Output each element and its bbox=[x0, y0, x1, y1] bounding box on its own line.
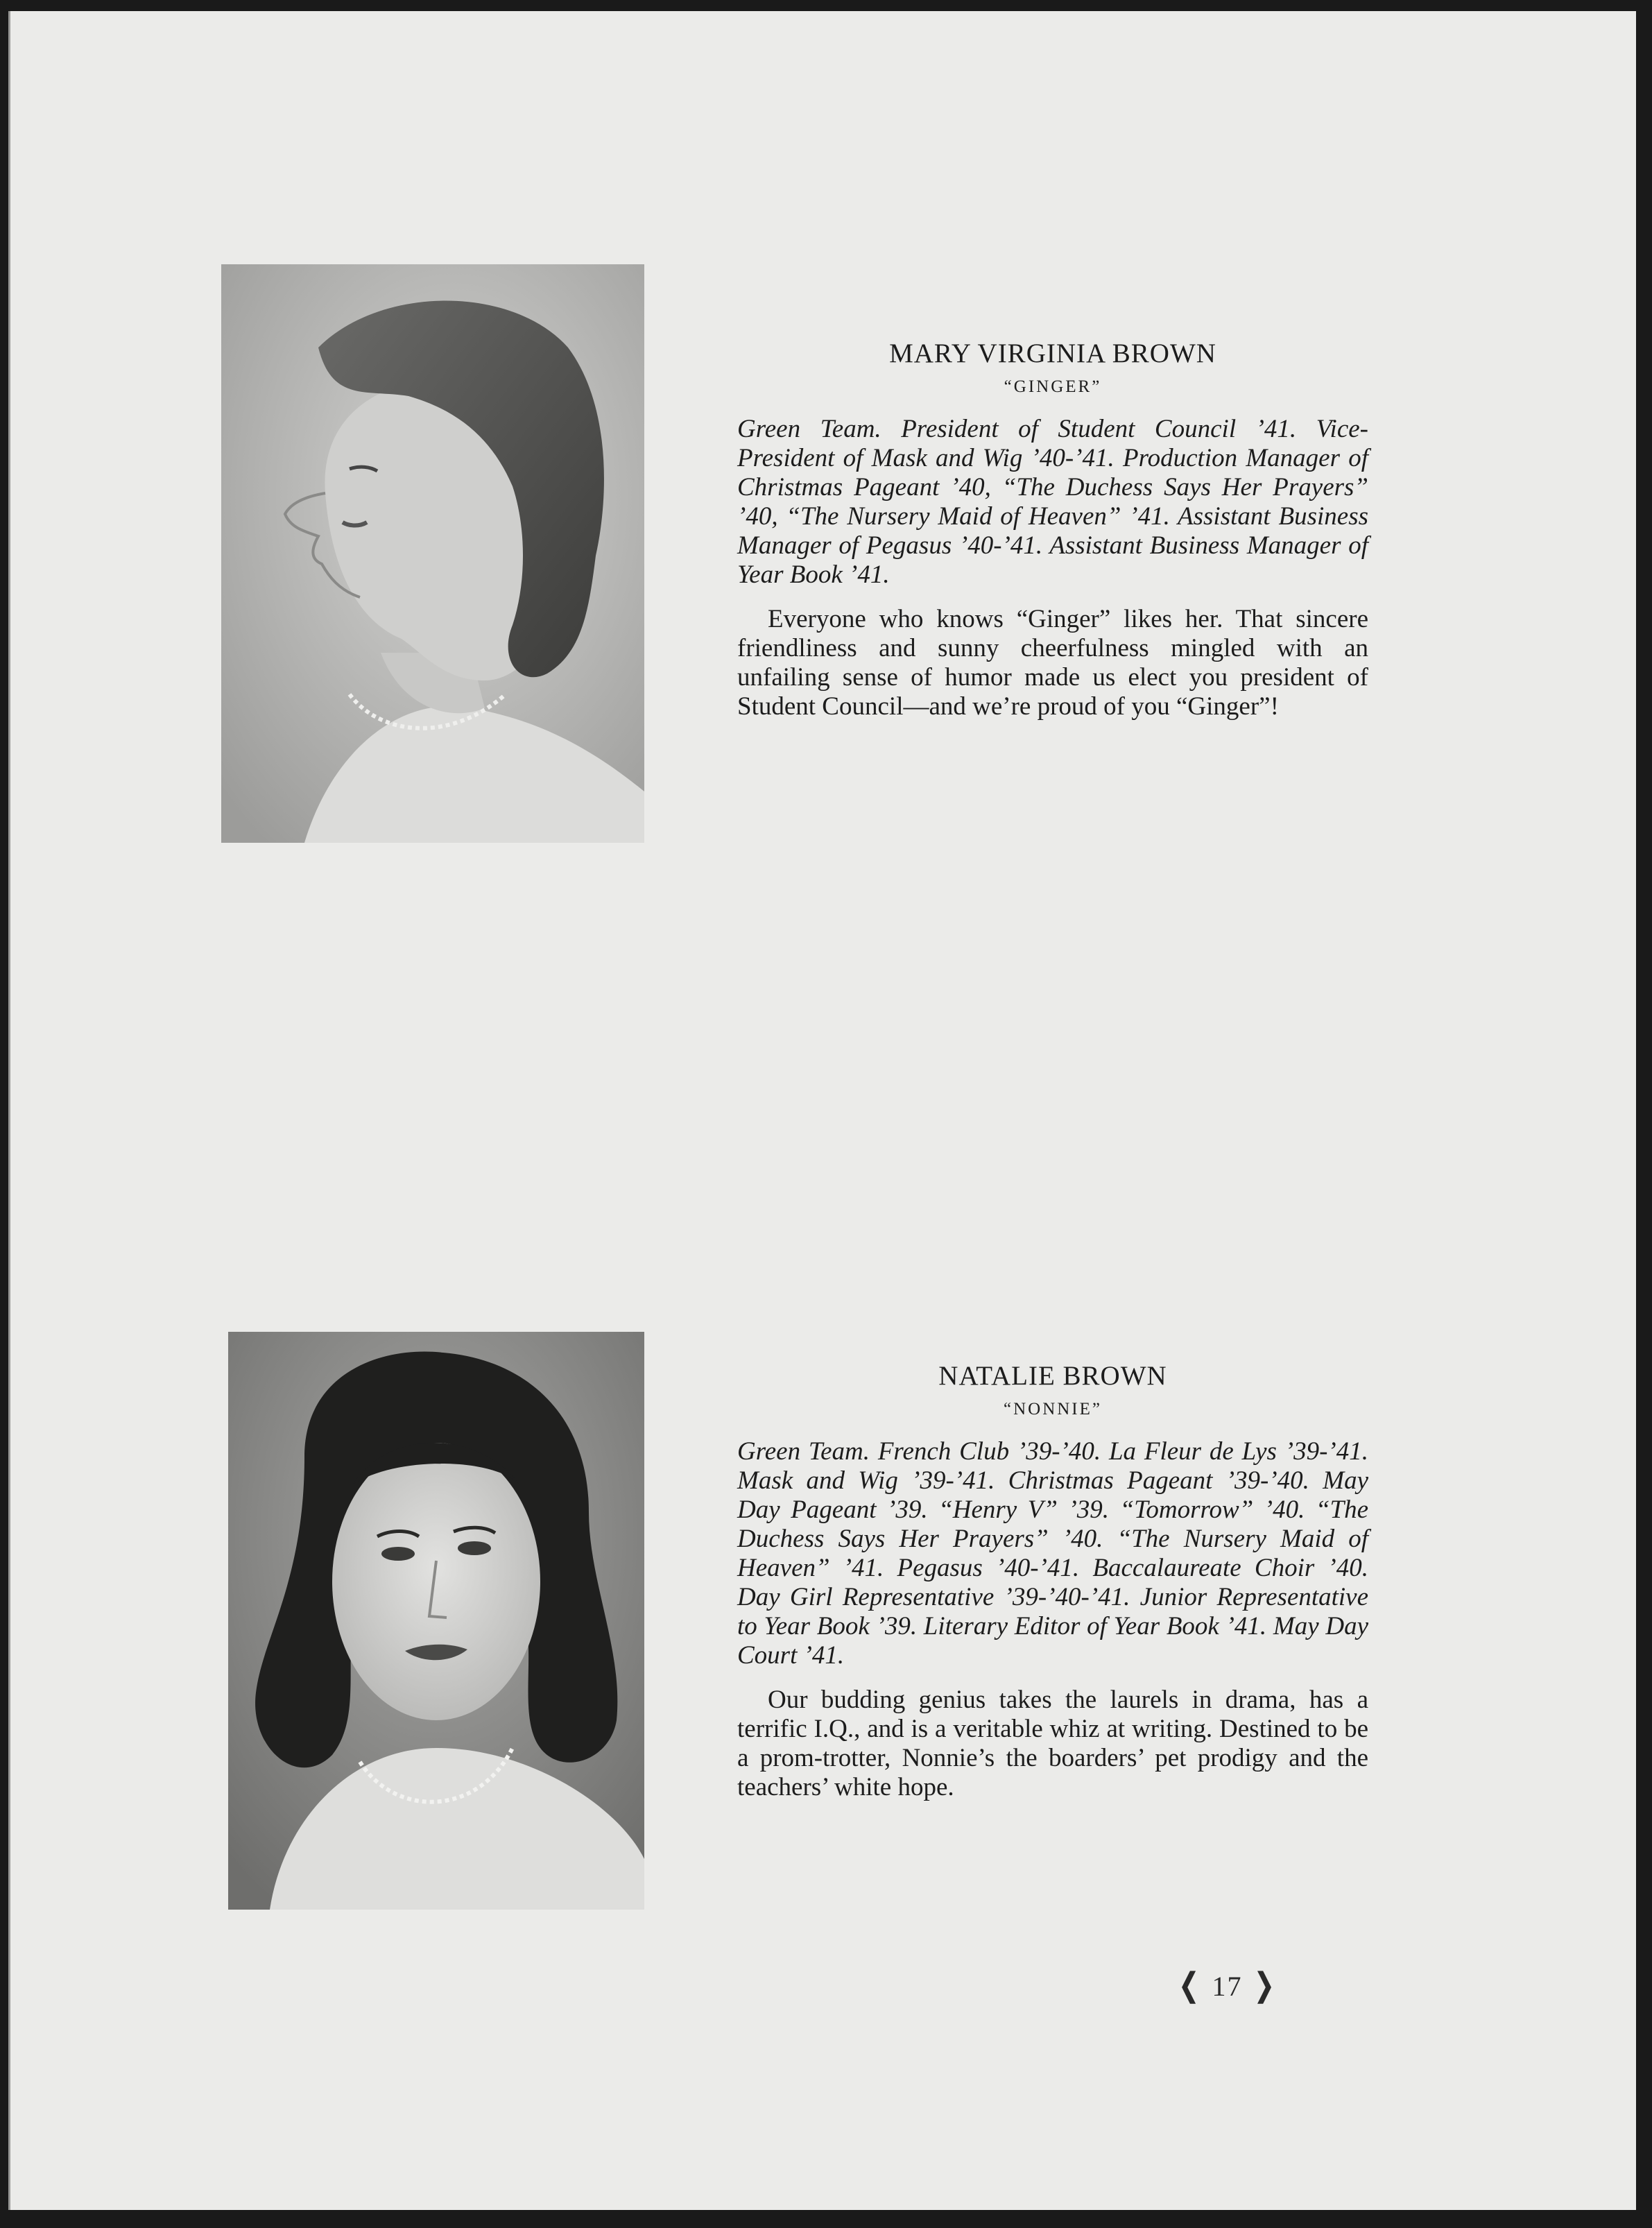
portrait-photo-natalie-brown bbox=[228, 1332, 644, 1910]
portrait-photo-mary-virginia-brown bbox=[221, 264, 644, 843]
paper-sheet bbox=[8, 11, 1636, 2210]
page-number-footer bbox=[1176, 1966, 1279, 2003]
student-activities: Green Team. French Club ’39-’40. La Fleur de Lys ’39-’41. Mask and Wig ’39-’41. Christmas Pageant ’39-’40. May Day Pageant ’39. “Henry V” ’39. “Tomorrow” ’40. “The Duchess Says Her Prayers” ’40. “The Nursery Maid of Heaven” ’41. Pegasus ’40-’41. Baccalaureate Choir ’40. Day Girl Representative ’39-’40-’41. Junior Representative to Year Book ’39. Literary Editor of Year Book ’41. May Day Court ’41. bbox=[737, 1437, 1368, 1670]
student-entry-mary-virginia-brown bbox=[737, 337, 1368, 721]
left-ornament-icon: ❬ bbox=[1176, 1967, 1204, 2003]
student-name: NATALIE BROWN bbox=[938, 1361, 1167, 1391]
student-nickname: “GINGER” bbox=[1004, 377, 1102, 396]
student-nickname: “NONNIE” bbox=[1003, 1400, 1102, 1419]
student-name: MARY VIRGINIA BROWN bbox=[889, 339, 1216, 368]
page-number: 17 bbox=[1212, 1971, 1243, 2002]
student-activities: Green Team. President of Student Council ’41. Vice-President of Mask and Wig ’40-’41. Production Manager of Christmas Pageant ’40, “The Duchess Says Her Prayers” ’40, “The Nursery Maid of Heaven” ’41. Assistant Business Manager of Pegasus ’40-’41. Assistant Business Manager of Year Book ’41. bbox=[737, 415, 1368, 589]
student-blurb: Everyone who knows “Ginger” likes her. That sincere friendliness and sunny cheerfulness mingled with an unfailing sense of humor made us elect you president of Student Council—and we’re proud of you “Ginger”! bbox=[737, 605, 1368, 721]
student-blurb: Our budding genius takes the laurels in drama, has a terrific I.Q., and is a veritable whiz at writing. Destined to be a prom-trotter, Nonnie’s the boarders’ pet prodigy and the teachers’ white hope. bbox=[737, 1686, 1368, 1801]
student-entry-natalie-brown bbox=[737, 1360, 1368, 1802]
right-ornament-icon: ❭ bbox=[1250, 1967, 1280, 2003]
